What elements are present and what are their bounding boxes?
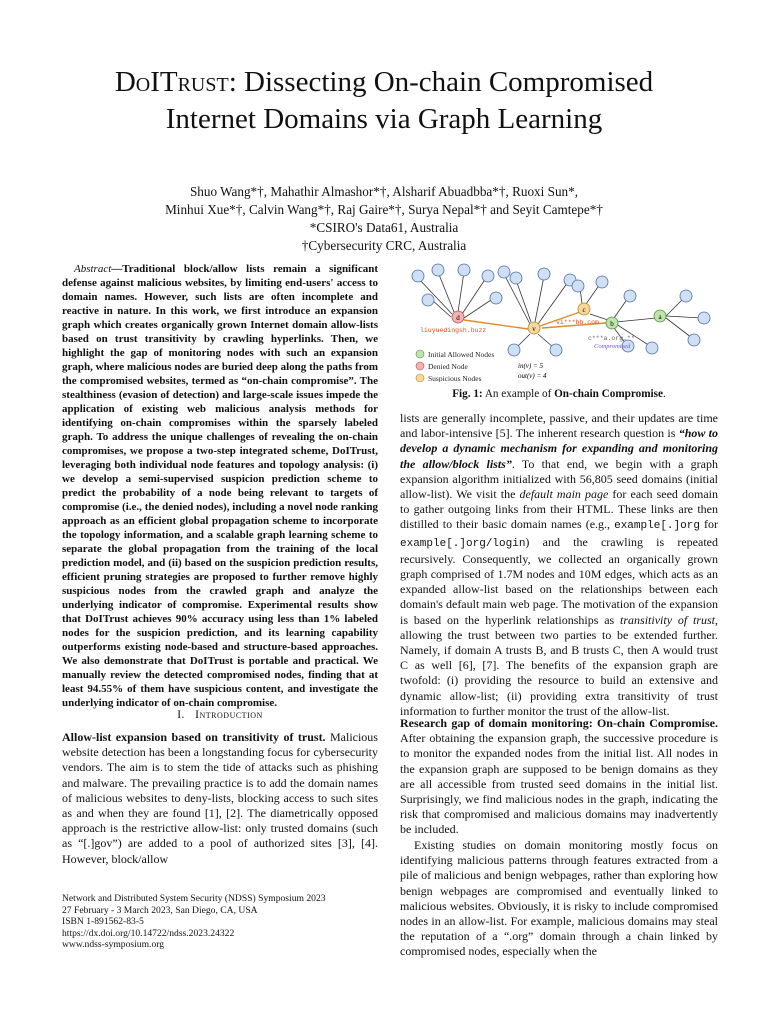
footer-dates: 27 February - 3 March 2023, San Diego, CA, USA [62, 904, 258, 916]
text-span: , allowing the trust between two parties to be extended further. Namely, if domain A trusts B, and B trusts C, then A would trust C as well [6], [7]. The benefits of the expansion graph are twofold: (i) providing the resource to build an extensive and dynamic allow-list; (ii) providing extra transitivity of trust information to further monitor the trust of the allow-list. [400, 612, 719, 718]
degree-out: out(v) = 4 [518, 372, 547, 380]
paper-title [40, 64, 728, 138]
text-span: ) and the crawling is repeated recursively. Consequently, we collected an organically grown graph comprised of 1.7M nodes and 10M edges, which acts as an expanded allow-list based on the relationships between each domain's default main web page. The motivation of the expansion is based on the hyperlink relationships as [400, 534, 718, 627]
abstract-text: —Traditional block/allow lists remain a significant defense against malicious websites, by limiting end-users' access to domain names. However, such lists are often incomplete and reactive in nature. In this work, we first introduce an expansion graph which creates organically grown Internet domain allow-lists based on trust transitivity by crawling hyperlinks. Then, we highlight the gap of monitoring nodes with such an expansion graph, where malicious nodes are buried deep along the paths from the compromised websites, termed as “on-chain compromise”. The stealthiness (evasion of detection) and large-scale issues impede the application of existing web malicious analysis methods for identifying on-chain compromises within the sparsely labeled graph. To address the unique challenges of revealing the on-chain compromises, we propose a two-step integrated scheme, DoITrust, leveraging both individual node features and topology analysis: (i) we develop a semi-supervised suspicion prediction scheme to predict the probability of a node being relevant to targets of compromise (i.e., the denied nodes), including a novel node ranking approach as an efficient global propagation scheme to incorporate the topology information, and a scalable graph learning scheme to separate the global propagation from the training of the local prediction model, and (ii) based on the suspicion prediction results, efficient pruning strategies are proposed to further remove highly suspicious nodes from the crawled graph and analyze the underlying indicator of compromise. Experimental results show that DoITrust achieves 90% accuracy using less than 1% labeled nodes for the suspicion prediction, and its learning capability outperforms existing node-based and structure-based approaches. We also demonstrate that DoITrust is portable and practical. We manually review the detected compromised nodes, finding that at least 94.55% of them have suspicious content, and investigate the underlying indicator of on-chain compromise. [62, 263, 378, 709]
affiliation-1: *CSIRO's Data61, Australia [309, 220, 459, 235]
text-span: lists are generally incomplete, passive, and their updates are time and labor-intensive [5]. The inherent research question is [400, 411, 718, 441]
right-paragraph-1 [400, 411, 718, 719]
node-v-label: v [532, 325, 536, 333]
caption-text: An example of [482, 388, 555, 400]
caption-label: Fig. 1: [452, 388, 483, 400]
node-c-label: c [582, 306, 586, 314]
text-span: for each seed domain to gather outgoing links from their HTML. These links are then distilled to their basic domain names (e.g., [400, 487, 718, 532]
right-paragraph-2 [400, 716, 718, 838]
title-line1-rest: : Dissecting On-chain Compromised [228, 66, 654, 98]
text-span: for [699, 517, 718, 532]
domain-b-label: c***a.org.** [588, 335, 635, 342]
paragraph-heading: Research gap of domain monitoring: On-chain Compromise. [400, 716, 718, 730]
figure-1-graph [404, 262, 718, 382]
code-example: example[.]org/login [400, 537, 526, 550]
author-line2: Minhui Xue*†, Calvin Wang*†, Raj Gaire*†, Surya Nepal*† and Seyit Camtepe*† [165, 202, 603, 217]
author-line1: Shuo Wang*†, Mahathir Almashor*†, Alsharif Abuadbba*†, Ruoxi Sun*, [189, 184, 579, 199]
emphasis: transitivity of trust [620, 612, 716, 627]
footer-website-link[interactable]: www.ndss-symposium.org [62, 939, 165, 951]
section-number: I. [177, 708, 185, 721]
figure-caption [400, 388, 718, 400]
footer-venue: Network and Distributed System Security (NDSS) Symposium 2023 [62, 893, 326, 904]
right-paragraph-3 [400, 838, 718, 960]
publication-footer [62, 893, 326, 951]
compromised-label: Compromised [594, 343, 631, 350]
legend-suspicious: Suspicious Nodes [428, 374, 482, 382]
abstract [62, 262, 378, 710]
text-span: . To that end, we begin with a graph expansion algorithm initialized with 56,805 seed domains (initial allow-list). We visit the [400, 456, 718, 502]
domain-c-label: vi***bb.com [556, 319, 599, 326]
title-system-name: DoITrust [114, 66, 229, 98]
degree-in: in(v) = 5 [518, 362, 543, 370]
section-heading [62, 708, 378, 721]
author-block [40, 183, 728, 255]
footer-doi-link[interactable]: https://dx.doi.org/10.14722/ndss.2023.24322 [62, 927, 235, 939]
affiliation-2: †Cybersecurity CRC, Australia [301, 238, 467, 253]
abstract-lead: Abstract [74, 263, 112, 275]
section-title: Introduction [195, 708, 263, 721]
graph-diagram [404, 262, 718, 382]
text-span: After obtaining the expansion graph, the successive procedure is to monitor the expanded nodes from the initial list. All nodes in the expansion graph are supposed to be benign domains as they are all accessible from trusted seed domains in the initial list. Surprisingly, we find malicious nodes in the graph, indicating the risk that compromised and malicious domains may inadvertently be included. [400, 731, 718, 837]
legend-denied: Denied Node [428, 362, 468, 371]
node-b-label: b [610, 320, 614, 328]
footer-isbn: ISBN 1-891562-83-5 [62, 916, 144, 928]
intro-bold-lead: Allow-list expansion based on transitivity of trust. [62, 730, 326, 744]
domain-d-label: liuyuedingsh.buzz [420, 327, 487, 334]
caption-bold: On-chain Compromise [554, 388, 663, 400]
node-d-label: d [456, 314, 460, 322]
code-example: example[.]org [614, 520, 700, 533]
emphasis: default main page [519, 487, 609, 502]
legend-allowed: Initial Allowed Nodes [428, 350, 495, 359]
intro-text: Malicious website detection has been a longstanding focus for cybersecurity vendors. The aim is to stem the tide of attacks such as phishing and malware. The prevailing practice is to add the domain names of malicious websites to deny-lists, blocking access to such sites as and when they are found [1], [2]. The diametrically opposed approach is the restrictive allow-list: only trusted domains (such as “[.]gov”) are added to a pool of authorized sites [3], [4]. However, block/allow [62, 730, 378, 866]
node-a-label: a [658, 313, 662, 321]
caption-end: . [663, 388, 666, 400]
text-span: Existing studies on domain monitoring mostly focus on identifying malicious patterns through features extracted from a pile of malicious and benign webpages, rather than exploring how benign webpages are compromised and eventually linked to malicious websites. Obviously, it is risky to include compromised nodes in an allow-list. For example, malicious domains may steal the reputation of a “.org” domain through a chain linked by compromised nodes, especially when the [400, 838, 718, 959]
research-question: “how to develop a dynamic mechanism for expanding and monitoring the allow/block lists” [400, 426, 718, 471]
intro-paragraph [62, 730, 378, 867]
title-line2: Internet Domains via Graph Learning [165, 103, 603, 135]
